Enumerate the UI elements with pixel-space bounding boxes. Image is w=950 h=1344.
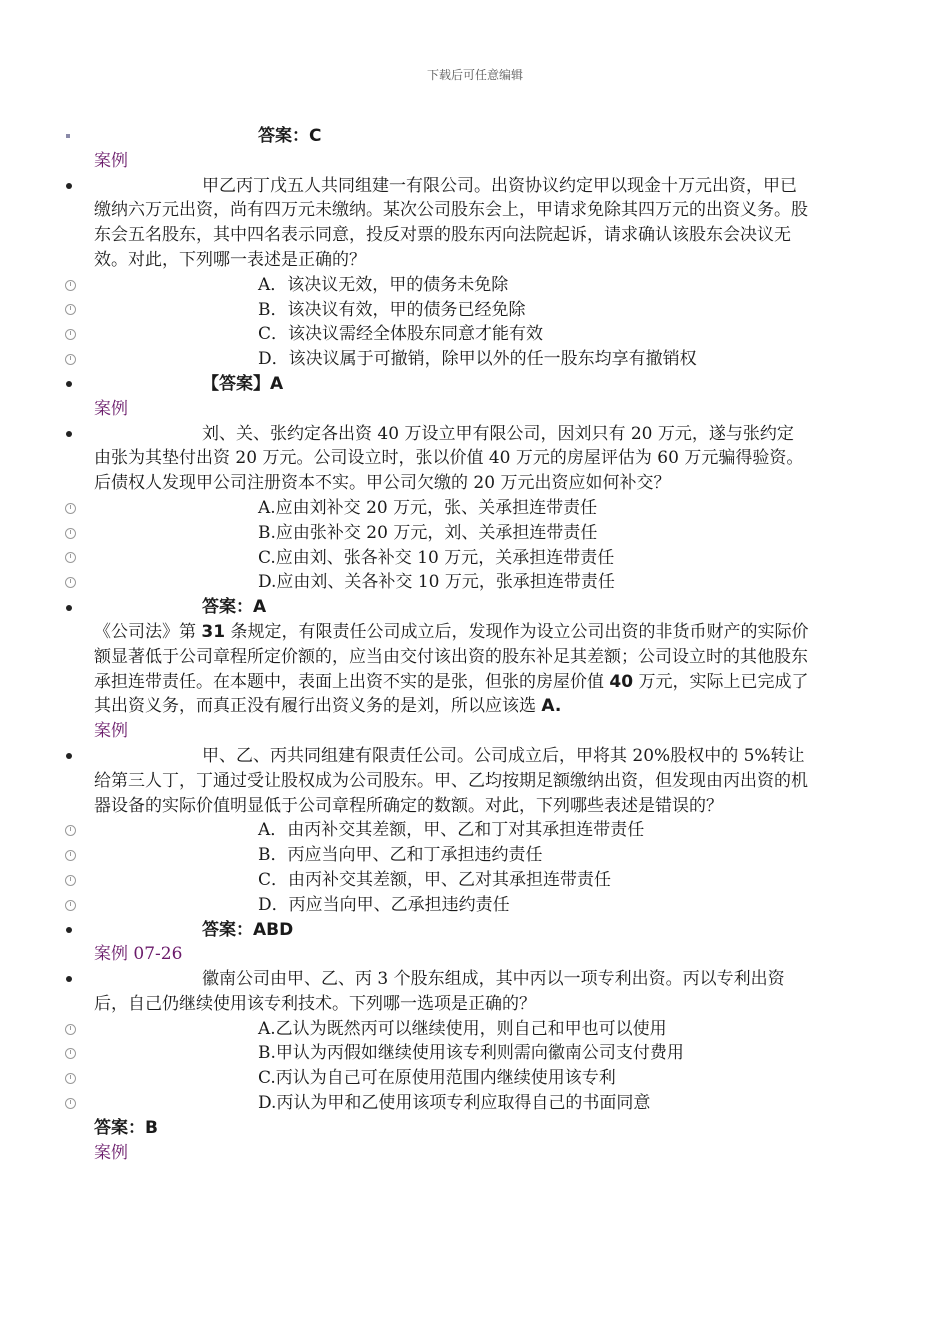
answer-line: 【答案】A	[64, 372, 809, 397]
option-item[interactable]: B．丙应当向甲、乙和丁承担违约责任	[64, 843, 809, 868]
answer-line: 答案：B	[94, 1117, 158, 1138]
clock-icon	[64, 843, 90, 868]
clock-icon	[64, 322, 90, 347]
clock-icon	[64, 521, 90, 546]
option-item[interactable]: B.甲认为丙假如继续使用该专利则需向徽南公司支付费用	[64, 1041, 809, 1066]
option-item[interactable]: C.应由刘、张各补交 10 万元，关承担连带责任	[64, 546, 809, 571]
option-item[interactable]: D．该决议属于可撤销，除甲以外的任一股东均享有撤销权	[64, 347, 809, 372]
option-item[interactable]: C.丙认为自己可在原使用范围内继续使用该专利	[64, 1066, 809, 1091]
option-item[interactable]: D．丙应当向甲、乙承担违约责任	[64, 893, 809, 918]
option-item[interactable]: A.乙认为既然丙可以继续使用，则自己和甲也可以使用	[64, 1017, 809, 1042]
clock-icon	[64, 347, 90, 372]
case-label: 案例 07-26	[94, 944, 183, 965]
case-label: 案例	[94, 721, 128, 742]
option-item[interactable]: D.应由刘、关各补交 10 万元，张承担连带责任	[64, 570, 809, 595]
answer-line: 答案：ABD	[64, 918, 809, 943]
case-label: 案例	[94, 150, 128, 171]
case-label: 案例	[94, 398, 128, 419]
clock-icon	[64, 298, 90, 323]
question: 甲乙丙丁戊五人共同组建一有限公司。出资协议约定甲以现金十万元出资，甲已缴纳六万元出资，尚有四万元未缴纳。某次公司股东会上，甲请求免除其四万元的出资义务。股东会五名股东，其中四名表示同意，投反对票的股东丙向法院起诉，请求确认该股东会决议无效。对此，下列哪一表述是正确的？	[64, 174, 809, 273]
dot-bullet-icon	[64, 744, 90, 769]
option-item[interactable]: D.丙认为甲和乙使用该项专利应取得自己的书面同意	[64, 1091, 809, 1116]
option-item[interactable]: A．由丙补交其差额，甲、乙和丁对其承担连带责任	[64, 818, 809, 843]
option-item[interactable]: A．该决议无效，甲的债务未免除	[64, 273, 809, 298]
answer-line: 答案：C	[64, 124, 809, 149]
clock-icon	[64, 496, 90, 521]
document-content	[64, 124, 809, 1165]
clock-icon	[64, 1091, 90, 1116]
clock-icon	[64, 1017, 90, 1042]
page-header: 下载后可任意编辑	[426, 68, 523, 82]
answer-line: 答案：A	[64, 595, 809, 620]
clock-icon	[64, 868, 90, 893]
dot-bullet-icon	[64, 967, 90, 992]
option-item[interactable]: C．该决议需经全体股东同意才能有效	[64, 322, 809, 347]
clock-icon	[64, 1041, 90, 1066]
clock-icon	[64, 893, 90, 918]
option-item[interactable]: A.应由刘补交 20 万元，张、关承担连带责任	[64, 496, 809, 521]
option-item[interactable]: B.应由张补交 20 万元，刘、关承担连带责任	[64, 521, 809, 546]
option-item[interactable]: B．该决议有效，甲的债务已经免除	[64, 298, 809, 323]
explanation-paragraph: 《公司法》第 31 条规定，有限责任公司成立后，发现作为设立公司出资的非货币财产的实际价额显著低于公司章程所定价额的，应当由交付该出资的股东补足其差额；公司设立时的其他股东承担连带责任。在本题中，表面上出资不实的是张，但张的房屋价值 40 万元，实际上已完成了其出资义务，而真正没有履行出资义务的是刘，所以应该选 A.	[94, 621, 809, 717]
question: 甲、乙、丙共同组建有限责任公司。公司成立后，甲将其 20%股权中的 5%转让给第三人丁，丁通过受让股权成为公司股东。甲、乙均按期足额缴纳出资，但发现由丙出资的机器设备的实际价值明显低于公司章程所确定的数额。对此，下列哪些表述是错误的？	[64, 744, 809, 818]
question: 刘、关、张约定各出资 40 万设立甲有限公司，因刘只有 20 万元，遂与张约定由张为其垫付出资 20 万元。公司设立时，张以价值 40 万元的房屋评估为 60 万元骗得验资。后债权人发现甲公司注册资本不实。甲公司欠缴的 20 万元出资应如何补交？	[64, 422, 809, 496]
dot-bullet-icon	[64, 422, 90, 447]
dot-bullet-icon	[64, 372, 90, 397]
dot-bullet-icon	[64, 174, 90, 199]
case-label: 案例	[94, 1142, 128, 1163]
dot-bullet-icon	[64, 595, 90, 620]
clock-icon	[64, 570, 90, 595]
square-bullet-icon	[64, 124, 90, 149]
clock-icon	[64, 546, 90, 571]
clock-icon	[64, 1066, 90, 1091]
clock-icon	[64, 818, 90, 843]
question: 徽南公司由甲、乙、丙 3 个股东组成，其中丙以一项专利出资。丙以专利出资后，自己仍继续使用该专利技术。下列哪一选项是正确的？	[64, 967, 809, 1017]
dot-bullet-icon	[64, 918, 90, 943]
clock-icon	[64, 273, 90, 298]
option-item[interactable]: C．由丙补交其差额，甲、乙对其承担连带责任	[64, 868, 809, 893]
